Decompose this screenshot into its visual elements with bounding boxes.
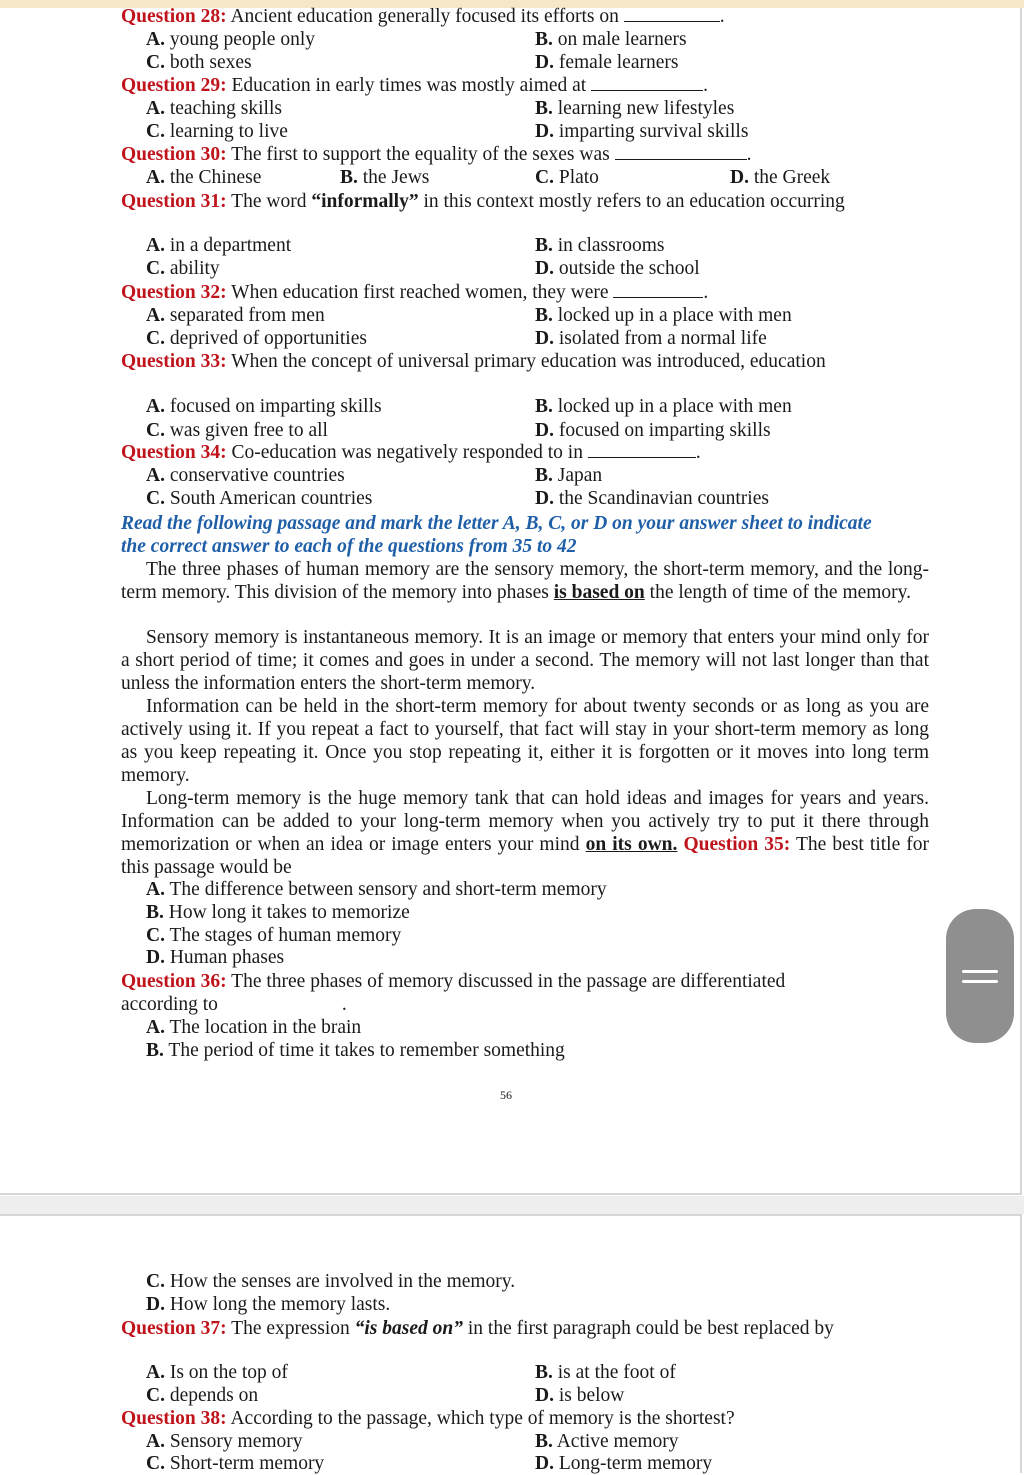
q31-option-b[interactable]: B. in classrooms [535, 235, 665, 256]
passage-paragraph-3: Information can be held in the short-term memory for about twenty seconds or as long as you are actively using it. If you repeat a fact to yourself, that fact will stay in your short-term memory as long as you keep repeating it. Once you stop repeating it, either it is forgotten or it moves into long term memory. [121, 696, 929, 786]
instruction-line-2: the correct answer to each of the questions from 35 to 42 [121, 536, 577, 557]
q36-option-b[interactable]: B. The period of time it takes to remember something [146, 1040, 565, 1061]
q38-option-d[interactable]: D. Long-term memory [535, 1453, 713, 1474]
q35-option-c[interactable]: C. The stages of human memory [146, 925, 402, 946]
q38-option-b[interactable]: B. Active memory [535, 1431, 679, 1452]
q37-option-a[interactable]: A. Is on the top of [146, 1362, 288, 1383]
q28-option-c[interactable]: C. both sexes [146, 52, 252, 73]
question-36: Question 36: The three phases of memory discussed in the passage are differentiated [121, 971, 786, 992]
q34-option-b[interactable]: B. Japan [535, 465, 603, 486]
q32-option-d[interactable]: D. isolated from a normal life [535, 328, 767, 349]
q31-option-a[interactable]: A. in a department [146, 235, 292, 256]
question-34: Question 34: Co-education was negatively responded to in . [121, 442, 701, 463]
q29-option-a[interactable]: A. teaching skills [146, 98, 282, 119]
page-gap [0, 1196, 1024, 1214]
q35-option-b[interactable]: B. How long it takes to memorize [146, 902, 410, 923]
question-37: Question 37: The expression “is based on” in the first paragraph could be best replaced by [121, 1318, 834, 1339]
answer-blank [624, 7, 720, 22]
scroll-handle[interactable] [946, 909, 1014, 1043]
q38-option-c[interactable]: C. Short-term memory [146, 1453, 325, 1474]
grip-line-icon [962, 980, 998, 983]
q34-option-c[interactable]: C. South American countries [146, 488, 373, 509]
answer-blank [591, 76, 703, 91]
passage-paragraph-2: Sensory memory is instantaneous memory. It is an image or memory that enters your mind only for a short period of time; it comes and goes in under a second. The memory will not last longer than that unless the information enters the short-term memory. [121, 627, 929, 694]
question-30: Question 30: The first to support the equality of the sexes was . [121, 144, 752, 165]
q33-option-c[interactable]: C. was given free to all [146, 420, 328, 441]
q30-option-c[interactable]: C. Plato [535, 167, 599, 188]
q37-option-c[interactable]: C. depends on [146, 1385, 259, 1406]
answer-blank [615, 145, 747, 160]
q33-option-b[interactable]: B. locked up in a place with men [535, 396, 792, 417]
q33-option-d[interactable]: D. focused on imparting skills [535, 420, 771, 441]
q35-option-d[interactable]: D. Human phases [146, 947, 285, 968]
q31-option-d[interactable]: D. outside the school [535, 258, 700, 279]
question-28: Question 28: Ancient education generally focused its efforts on . [121, 6, 725, 27]
question-33: Question 33: When the concept of universal primary education was introduced, education [121, 351, 826, 372]
q36-option-c[interactable]: C. How the senses are involved in the memory. [146, 1271, 516, 1292]
q36-option-a[interactable]: A. The location in the brain [146, 1017, 362, 1038]
passage-paragraph-1: The three phases of human memory are the sensory memory, the short-term memory, and the long- term memory. This division of the memory into phases is based on the length of time of the memory. [121, 559, 929, 603]
q37-option-d[interactable]: D. is below [535, 1385, 625, 1406]
q38-option-a[interactable]: A. Sensory memory [146, 1431, 303, 1452]
instruction-line-1: Read the following passage and mark the letter A, B, C, or D on your answer sheet to indicate [121, 513, 872, 534]
q34-option-a[interactable]: A. conservative countries [146, 465, 345, 486]
q32-option-c[interactable]: C. deprived of opportunities [146, 328, 367, 349]
question-38: Question 38: According to the passage, which type of memory is the shortest? [121, 1408, 735, 1429]
q37-option-b[interactable]: B. is at the foot of [535, 1362, 676, 1383]
question-36-cont: according to . [121, 994, 347, 1015]
q32-option-b[interactable]: B. locked up in a place with men [535, 305, 792, 326]
q29-option-b[interactable]: B. learning new lifestyles [535, 98, 735, 119]
q30-option-b[interactable]: B. the Jews [340, 167, 430, 188]
q28-option-d[interactable]: D. female learners [535, 52, 679, 73]
q34-option-d[interactable]: D. the Scandinavian countries [535, 488, 769, 509]
question-32: Question 32: When education first reached women, they were . [121, 282, 709, 303]
answer-blank [613, 283, 703, 298]
passage-paragraph-4: Long-term memory is the huge memory tank that can hold ideas and images for years and years. Information can be added to your long-term memory when you actively try to put it there through memorization or when an idea or image enters your mind on its own. Question 35: The best title for this passage would be [121, 788, 930, 878]
q29-option-c[interactable]: C. learning to live [146, 121, 288, 142]
q32-option-a[interactable]: A. separated from men [146, 305, 325, 326]
q28-option-b[interactable]: B. on male learners [535, 29, 687, 50]
q28-option-a[interactable]: A. young people only [146, 29, 315, 50]
question-29: Question 29: Education in early times was mostly aimed at . [121, 75, 708, 96]
question-31: Question 31: The word “informally” in this context mostly refers to an education occurring [121, 191, 845, 212]
page-number: 56 [500, 1088, 512, 1102]
answer-blank [588, 443, 696, 458]
q36-option-d[interactable]: D. How long the memory lasts. [146, 1294, 391, 1315]
q35-option-a[interactable]: A. The difference between sensory and short-term memory [146, 879, 607, 900]
q29-option-d[interactable]: D. imparting survival skills [535, 121, 749, 142]
q30-option-d[interactable]: D. the Greek [730, 167, 831, 188]
grip-line-icon [962, 970, 998, 973]
q31-option-c[interactable]: C. ability [146, 258, 220, 279]
q33-option-a[interactable]: A. focused on imparting skills [146, 396, 382, 417]
q30-option-a[interactable]: A. the Chinese [146, 167, 262, 188]
